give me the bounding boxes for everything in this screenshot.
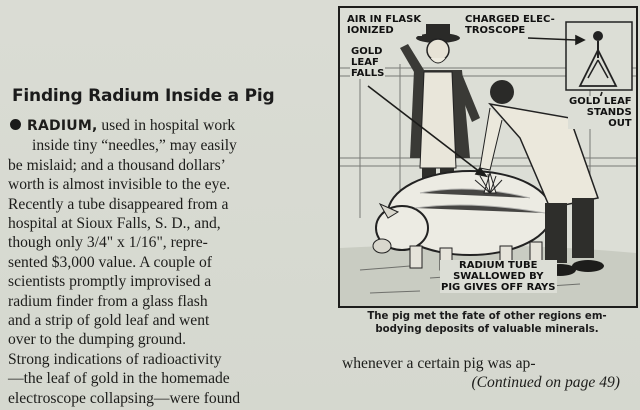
article-line: Recently a tube disappeared from a — [8, 195, 229, 213]
article-line: be mislaid; and a thousand dollars’ — [8, 156, 226, 174]
article-line: worth is almost invisible to the eye. — [8, 176, 231, 194]
label-gold-leaf-stands-out: GOLD LEAF STANDS OUT — [569, 96, 632, 129]
article-continuation — [342, 354, 636, 393]
article-line: radium finder from a glass flash — [8, 292, 208, 310]
article-line — [8, 116, 306, 136]
article-line: over to the dumping ground. — [8, 331, 187, 349]
label-air-in-flask: AIR IN FLASK IONIZED — [347, 14, 422, 36]
article-line: though only 3/4" x 1/16", repre- — [8, 234, 208, 252]
figure-caption — [337, 310, 637, 336]
article-line: electroscope collapsing—were found — [8, 389, 241, 407]
continuation-line: whenever a certain pig was ap- — [342, 355, 536, 372]
article-line: and a strip of gold leaf and went — [8, 312, 210, 330]
article-line-text: used in hospital work — [101, 117, 236, 134]
label-radium-tube: RADIUM TUBE SWALLOWED BY PIG GIVES OFF RAYS — [441, 260, 556, 293]
continued-on-page-link[interactable]: (Continued on page 49) — [471, 374, 620, 392]
article-line: inside tiny “needles,” may easily — [32, 137, 237, 155]
article-line: Strong indications of radioactivity — [8, 350, 222, 368]
article-line: scientists promptly improvised a — [8, 273, 212, 291]
electroscope-inset — [566, 22, 632, 90]
illustration — [338, 6, 638, 308]
article-line: —the leaf of gold in the homemade — [8, 370, 230, 388]
article-body — [8, 116, 306, 408]
article-headline: Finding Radium Inside a Pig — [12, 86, 275, 106]
article-line: hospital at Sioux Falls, S. D., and, — [8, 215, 221, 233]
caption-line: The pig met the fate of other regions em- — [367, 311, 607, 322]
caption-line: bodying deposits of valuable minerals. — [375, 324, 599, 335]
label-gold-leaf-falls: GOLD LEAF FALLS — [351, 46, 385, 79]
article-lead-word: RADIUM, — [27, 118, 98, 134]
article-line: sented $3,000 value. A couple of — [8, 253, 212, 271]
bullet-icon — [10, 119, 21, 130]
label-charged-electroscope: CHARGED ELEC- TROSCOPE — [465, 14, 555, 36]
